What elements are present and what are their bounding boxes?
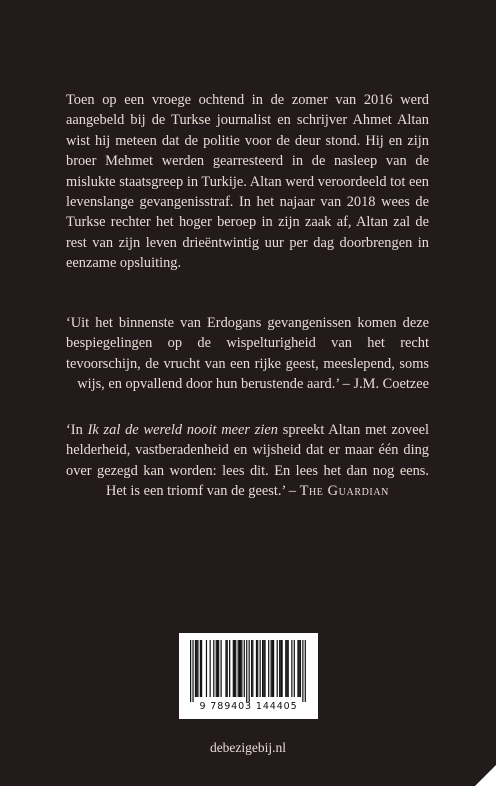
barcode-bar [240,640,241,697]
blurb-text: Toen op een vroege ochtend in de zomer van 2016 werd aangebeld bij de Turkse journalist en schrijver Ahmet Altan wist hij meteen dat de politie voor de deur stond. Hij en zijn broer Mehmet werden gearresteerd in de nasleep van de mislukte staatsgreep in Turkije. Altan werd veroordeeld tot een levenslange gevangenisstraf. In het najaar van 2018 wees de Turkse rechter het hoger beroep in zijn zaak af, Altan zal de rest van zijn leven drieëntwintig uur per dag doorbrengen in eenzame opsluiting. [66,92,429,272]
barcode-bar [200,640,201,697]
barcode-bar [285,640,286,697]
barcode-bar [238,640,239,697]
barcode-bar [246,640,247,702]
quote-text: spreekt Altan met zoveel helderheid, vastberadenheid en wijsheid dat er maar één ding over gezegd kan worden: lees dit. En lees het dan nog eens. Het is een triomf van de geest.’ [66,422,429,500]
barcode-bar [251,640,252,697]
barcode-bar [197,640,198,697]
review-quote-coetzee [66,313,429,395]
barcode [179,633,318,719]
isbn-number: 9 789403 144405 [199,701,298,712]
barcode-bar [291,640,292,697]
barcode-bar [256,640,257,697]
barcode-bar [195,640,196,697]
barcode-bar [218,640,219,697]
barcode-bar [288,640,289,697]
barcode-bar [249,640,250,702]
barcode-bar [299,640,300,697]
bottom-strip [0,786,496,800]
barcode-bar [221,640,222,697]
barcode-bar [268,640,269,697]
barcode-bar [234,640,235,697]
quote-source: The Guardian [299,483,389,500]
book-title: Ik zal de wereld nooit meer zien [87,422,278,438]
barcode-bar [271,640,272,697]
barcode-bar [273,640,274,697]
quote-text: ‘Uit het binnenste van Erdogans gevangenissen komen deze bespiegelingen op de wispelturigheid van het recht tevoorschijn, de vrucht van een rijke geest, meeslepend, soms wijs, en opvallend door hun berustende aard.’ [66,315,429,393]
barcode-bar [217,640,218,697]
barcode-bar [286,640,287,697]
barcode-bar [264,640,265,697]
barcode-bar [196,640,197,697]
barcode-bar [257,640,258,697]
barcode-bar [282,640,283,697]
barcode-bar [210,640,211,697]
barcode-bar [233,640,234,697]
barcode-bar [239,640,240,697]
barcode-bar [206,640,207,697]
barcode-bar [192,640,193,702]
barcode-bar [241,640,242,697]
barcode-bar [216,640,217,697]
barcode-bar [260,640,261,697]
barcode-bar [263,640,264,697]
quote-attribution: – J.M. Coetzee [339,376,429,393]
barcode-bar [305,640,306,702]
quote-dash: – [285,483,300,500]
barcode-bar [244,640,245,697]
barcode-bar [229,640,230,697]
barcode-bar [227,640,228,697]
barcode-bar [280,640,281,697]
barcode-bar [190,640,191,702]
barcode-bar [302,640,303,702]
quote-prefix: ‘In [66,422,88,438]
publisher-website: debezigebij.nl [209,740,287,755]
barcode-bar [252,640,253,697]
barcode-bar [225,640,226,697]
barcode-bar [279,640,280,697]
barcode-bar [297,640,298,697]
barcode-bar [277,640,278,697]
review-quote-guardian [66,420,429,502]
barcode-bar [201,640,202,697]
barcode-bar [294,640,295,697]
barcode-bar [262,640,263,697]
barcode-bar [235,640,236,697]
barcode-bar [213,640,214,697]
barcode-bar [272,640,273,697]
barcode-bar [300,640,301,697]
